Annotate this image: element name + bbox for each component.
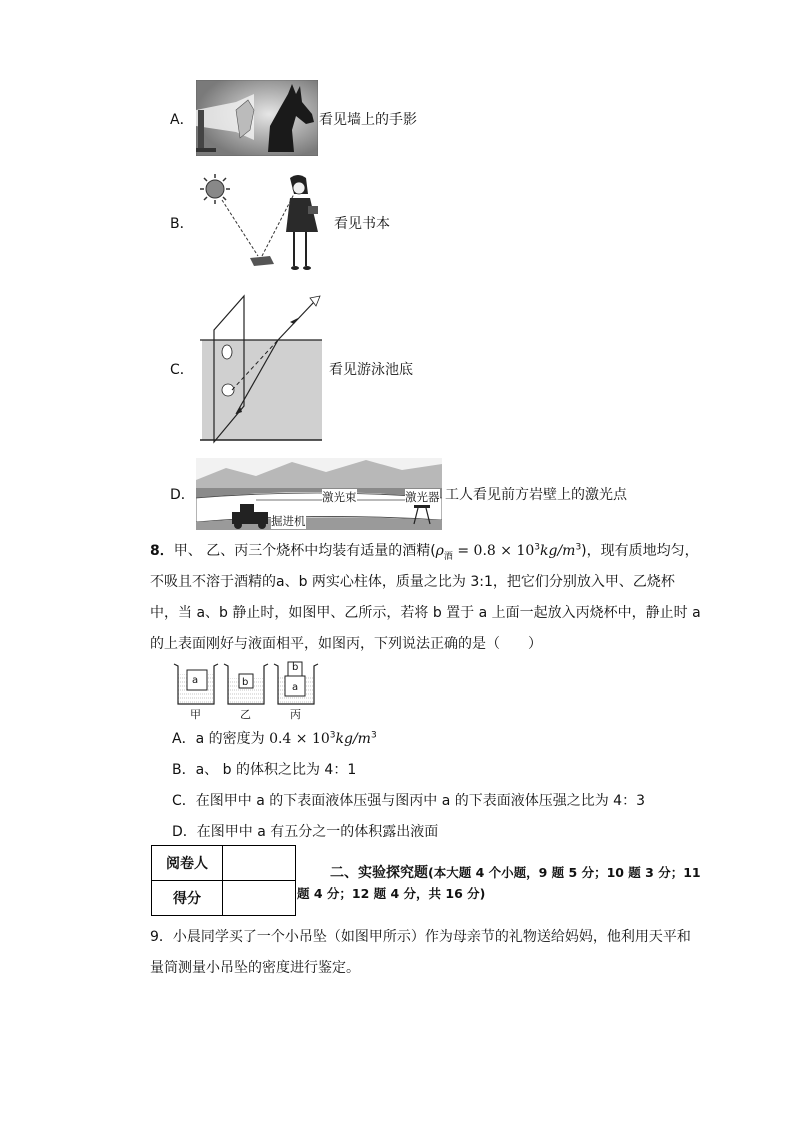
q8-option-a: A．a 的密度为 $0.4 \times 10^3kg/m^3$ (172, 730, 377, 747)
option-b-caption: 看见书本 (334, 216, 390, 232)
section2-heading-line2: 题 4 分；12 题 4 分，共 16 分) (297, 886, 486, 901)
section2-heading-line1: 二、实验探究题(本大题 4 个小题，9 题 5 分；10 题 3 分；11 (330, 865, 701, 881)
q8-line-1: 8．甲、 乙、丙三个烧杯中均装有适量的酒精$(\rho_酒 = 0.8 \times 10^3kg/m^3)$，现有质地均匀， (150, 542, 699, 562)
q8-line-3: 中，当 a、b 静止时，如图甲、乙所示，若将 b 置于 a 上面一起放入丙烧杯中，静止时 a (150, 605, 701, 621)
q9-line-1: 9．小晨同学买了一个小吊坠（如图甲所示）作为母亲节的礼物送给妈妈，他利用天平和 (150, 929, 691, 945)
beaker-jia-label: 甲 (190, 708, 201, 721)
option-c-caption: 看见游泳池底 (329, 362, 413, 378)
section2-title: 二、实验探究题 (330, 865, 428, 881)
beaker-yi-label: 乙 (240, 708, 251, 721)
q9-line-2: 量筒测量小吊坠的密度进行鉴定。 (150, 960, 360, 976)
q8-option-b: B．a、 b 的体积之比为 4：1 (172, 762, 357, 778)
option-b-letter: B． (170, 216, 194, 232)
q8-line-4: 的上表面刚好与液面相平，如图丙，下列说法正确的是（ ） (150, 636, 542, 652)
q8-option-d: D．在图甲中 a 有五分之一的体积露出液面 (172, 824, 439, 840)
laser-beam-label: 激光束 (322, 490, 357, 504)
score-field[interactable] (223, 881, 296, 916)
sun-book-figure (198, 170, 330, 274)
beaker-bing-label: 丙 (290, 708, 301, 721)
q8-line-2: 不吸且不溶于酒精的a、b 两实心柱体，质量之比为 3:1，把它们分别放入甲、乙烧杯 (150, 574, 675, 590)
sun-icon (200, 174, 230, 204)
beaker-yi-block: b (242, 677, 249, 688)
q8-number: 8． (150, 543, 174, 559)
option-d-letter: D． (170, 487, 195, 503)
beaker-bing-block-bottom: a (292, 682, 299, 693)
girl-icon (286, 175, 318, 270)
score-label: 得分 (152, 881, 223, 916)
option-c-letter: C． (170, 362, 194, 378)
option-a-letter: A． (170, 112, 194, 128)
laser-device-label: 激光器 (405, 490, 440, 504)
reviewer-label: 阅卷人 (152, 846, 223, 881)
score-box (151, 845, 296, 916)
q8-option-c: C．在图甲中 a 的下表面液体压强与图丙中 a 的下表面液体压强之比为 4：3 (172, 793, 645, 809)
pool-figure (198, 294, 324, 444)
beaker-jia-block: a (192, 675, 199, 686)
option-d-caption: 工人看见前方岩壁上的激光点 (445, 487, 627, 503)
hand-shadow-figure (196, 80, 318, 156)
machine-label: 掘进机 (271, 514, 306, 528)
option-a-caption: 看见墙上的手影 (319, 112, 417, 128)
book-icon (250, 256, 274, 266)
beaker-bing-block-top: b (292, 662, 299, 673)
reviewer-field[interactable] (223, 846, 296, 881)
